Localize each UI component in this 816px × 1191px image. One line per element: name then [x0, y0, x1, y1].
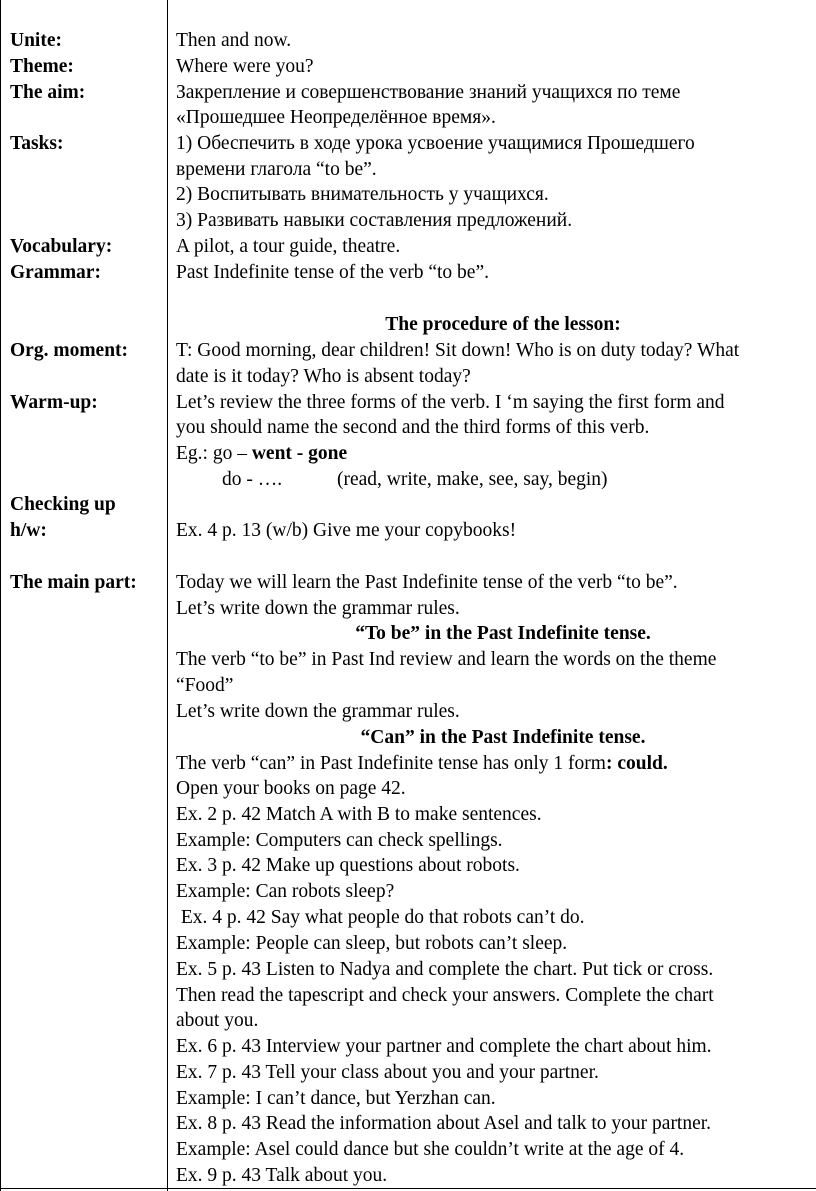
main-line: Example: Computers can check spellings.	[176, 830, 503, 851]
main-line: The verb “to be” in Past Ind review and learn the words on the theme	[176, 649, 717, 670]
can-form: : could.	[605, 753, 668, 774]
task-3: 3) Развивать навыки составления предложений.	[176, 210, 573, 231]
aim-line-1: Закрепление и совершенствование знаний учащихся по теме	[176, 82, 681, 103]
can-rule: The verb “can” in Past Indefinite tense has only 1 form	[176, 753, 606, 774]
main-line: Ex. 9 p. 43 Talk about you.	[176, 1165, 388, 1186]
warm-up-line-2: you should name the second and the third forms of this verb.	[176, 417, 650, 438]
table-column-divider	[167, 0, 168, 1191]
main-line: Ex. 7 p. 43 Tell your class about you and your partner.	[176, 1062, 599, 1083]
example-prefix: Eg.: go –	[176, 443, 252, 464]
aim-line-2: «Прошедшее Неопределённое время».	[176, 107, 496, 128]
table-border-bottom	[0, 1188, 816, 1189]
label-tasks: Tasks:	[10, 133, 64, 154]
main-line: Example: Asel could dance but she couldn’t write at the age of 4.	[176, 1139, 685, 1160]
main-line	[176, 751, 668, 777]
example-forms: went - gone	[251, 443, 348, 464]
main-line: Example: People can sleep, but robots can’t sleep.	[176, 933, 568, 954]
main-line: Ex. 4 p. 42 Say what people do that robots can’t do.	[176, 907, 585, 928]
main-line: “Food”	[176, 675, 234, 696]
task-1-line-2: времени глагола “to be”.	[176, 159, 377, 180]
main-line: Let’s write down the grammar rules.	[176, 598, 460, 619]
org-line-1: T: Good morning, dear children! Sit down! Who is on duty today? What	[176, 340, 740, 361]
section-heading-can: “Can” in the Past Indefinite tense.	[360, 727, 646, 748]
main-line: Ex. 5 p. 43 Listen to Nadya and complete the chart. Put tick or cross.	[176, 959, 714, 980]
label-main-part: The main part:	[10, 572, 137, 593]
org-line-2: date is it today? Who is absent today?	[176, 366, 471, 387]
main-line: Let’s write down the grammar rules.	[176, 701, 460, 722]
main-line: Open your books on page 42.	[176, 778, 406, 799]
main-line: Then read the tapescript and check your answers. Complete the chart	[176, 985, 714, 1006]
table-border-left	[0, 0, 1, 1191]
main-line: Today we will learn the Past Indefinite tense of the verb “to be”.	[176, 572, 678, 593]
do-line: do - ….	[222, 469, 283, 490]
grammar-value: Past Indefinite tense of the verb “to be”.	[176, 262, 489, 283]
label-vocabulary: Vocabulary:	[10, 236, 113, 257]
label-unite: Unite:	[10, 30, 62, 51]
section-heading-to-be: “To be” in the Past Indefinite tense.	[355, 623, 651, 644]
verb-list: (read, write, make, see, say, begin)	[337, 469, 608, 490]
main-line: Ex. 2 p. 42 Match A with B to make sentences.	[176, 804, 542, 825]
main-line: Example: Can robots sleep?	[176, 881, 395, 902]
vocabulary-value: A pilot, a tour guide, theatre.	[176, 236, 401, 257]
task-1-line-1: 1) Обеспечить в ходе урока усвоение учащимися Прошедшего	[176, 133, 695, 154]
main-line: Example: I can’t dance, but Yerzhan can.	[176, 1088, 496, 1109]
procedure-heading: The procedure of the lesson:	[385, 314, 621, 335]
label-aim: The aim:	[10, 82, 86, 103]
theme-value: Where were you?	[176, 56, 314, 77]
task-2: 2) Воспитывать внимательность у учащихся.	[176, 184, 549, 205]
label-org-moment: Org. moment:	[10, 340, 129, 361]
homework-value: Ex. 4 p. 13 (w/b) Give me your copybooks!	[176, 520, 517, 541]
main-line: about you.	[176, 1010, 259, 1031]
label-checking-up: Checking up	[10, 494, 116, 515]
main-line: Ex. 6 p. 43 Interview your partner and complete the chart about him.	[176, 1036, 712, 1057]
unite-value: Then and now.	[176, 30, 292, 51]
warm-up-line-1: Let’s review the three forms of the verb. I ‘m saying the first form and	[176, 392, 725, 413]
main-line: Ex. 3 p. 42 Make up questions about robots.	[176, 855, 520, 876]
label-warm-up: Warm-up:	[10, 392, 98, 413]
warm-up-example	[176, 441, 347, 467]
label-theme: Theme:	[10, 56, 74, 77]
label-grammar: Grammar:	[10, 262, 101, 283]
main-line: Ex. 8 p. 43 Read the information about Asel and talk to your partner.	[176, 1113, 712, 1134]
label-homework: h/w:	[10, 520, 47, 541]
